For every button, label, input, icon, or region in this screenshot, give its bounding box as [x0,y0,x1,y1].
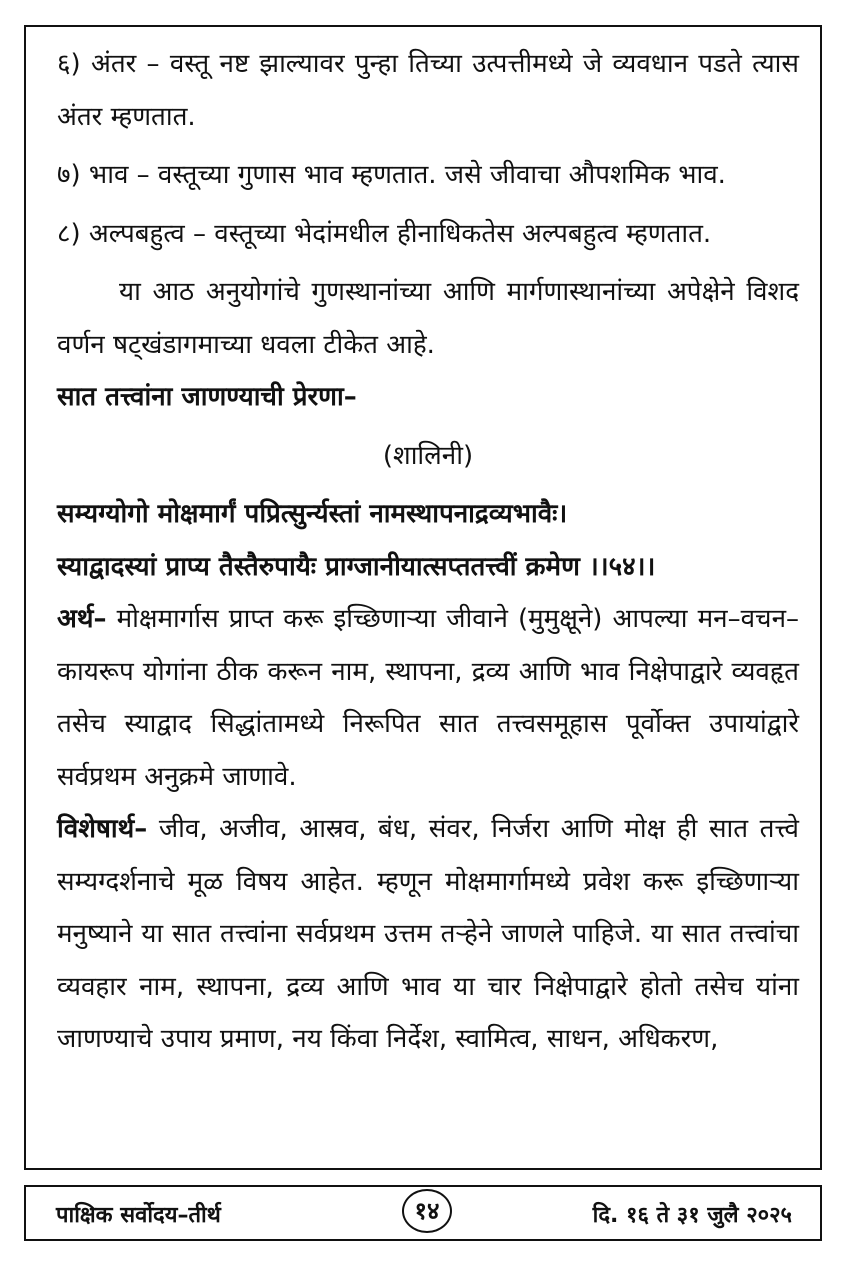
page-content [57,38,799,1066]
meter-label: (शालिनी) [382,440,474,471]
meaning-label: अर्थ– [57,604,107,634]
special-meaning-paragraph [57,803,799,1066]
issue-date: दि. १६ ते ३१ जुलै २०२५ [592,1203,792,1228]
verse-line-1: सम्यग्योगो मोक्षमार्गं पप्रित्सुर्न्यस्तां नामस्थापनाद्रव्यभावैः। [57,499,568,529]
meaning-text: मोक्षमार्गास प्राप्त करू इच्छिणाऱ्या जीवाने (मुमुक्षूने) आपल्या मन–वचन–कायरूप योगांना ठीक करून नाम, स्थापना, द्रव्य आणि भाव निक्षेपाद्वारे व्यवहृत तसेच स्याद्वाद सिद्धांतामध्ये निरूपित सात तत्त्वसमूहास पूर्वोक्त उपायांद्वारे सर्वप्रथम अनुक्रमे जाणावे. [57,604,799,792]
paragraph-anuyoga-summary: या आठ अनुयोगांचे गुणस्थानांच्या आणि मार्गणास्थानांच्या अपेक्षेने विशद वर्णन षट्खंडागमाच्या धवला टीकेत आहे. [57,277,799,360]
footer [24,1185,822,1241]
special-meaning-text: जीव, अजीव, आस्रव, बंध, संवर, निर्जरा आणि मोक्ष ही सात तत्त्वे सम्यग्दर्शनाचे मूळ विषय आहेत. म्हणून मोक्षमार्गामध्ये प्रवेश करू इच्छिणाऱ्या मनुष्याने या सात तत्त्वांना सर्वप्रथम उत्तम तऱ्हेने जाणले पाहिजे. या सात तत्त्वांचा व्यवहार नाम, स्थापना, द्रव्य आणि भाव या चार निक्षेपाद्वारे होतो तसेच यांना जाणण्याचे उपाय प्रमाण, नय किंवा निर्देश, स्वामित्व, साधन, अधिकरण, [57,814,799,1054]
section-heading: सात तत्त्वांना जाणण्याची प्रेरणा– [57,382,357,412]
paragraph-antar: ६) अंतर – वस्तू नष्ट झाल्यावर पुन्हा तिच्या उत्पत्तीमध्ये जे व्यवधान पडते त्यास अंतर म्हणतात. [57,49,799,132]
paragraph-bhav: ७) भाव – वस्तूच्या गुणास भाव म्हणतात. जसे जीवाचा औपशमिक भाव. [57,160,726,190]
verse-line-2: स्याद्वादस्यां प्राप्य तैस्तैरुपायैः प्राग्जानीयात्सप्ततत्त्वीं क्रमेण ।।५४।। [57,551,656,582]
meaning-paragraph [57,593,799,803]
special-meaning-label: विशेषार्थ– [57,814,148,844]
paragraph-alpabahutva: ८) अल्पबहुत्व – वस्तूच्या भेदांमधील हीनाधिकतेस अल्पबहुत्व म्हणतात. [57,218,712,249]
publication-name: पाक्षिक सर्वोदय–तीर्थ [56,1203,221,1228]
page-number: १४ [402,1189,452,1233]
